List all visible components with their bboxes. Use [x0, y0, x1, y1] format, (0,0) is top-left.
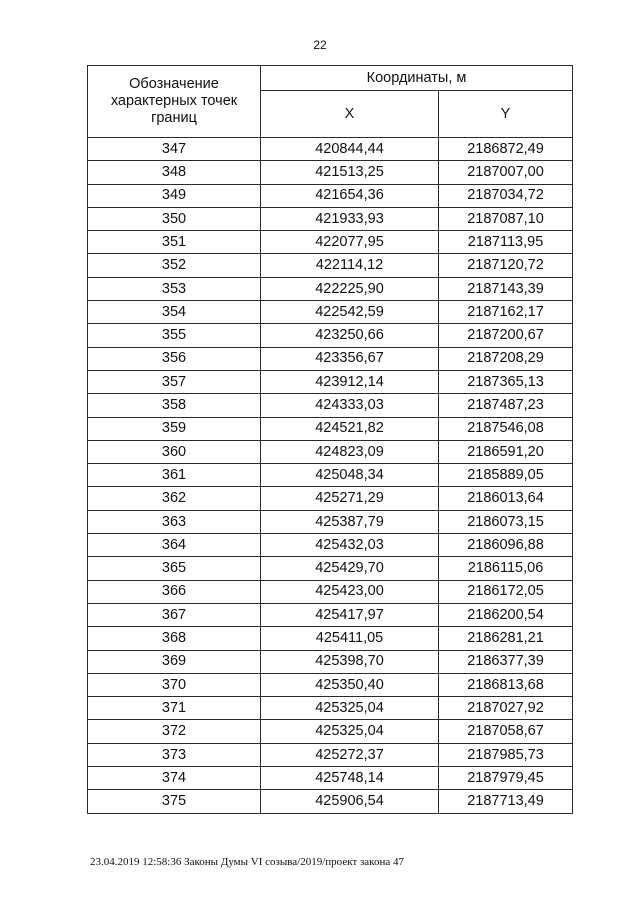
- x-coordinate-cell: 424521,82: [261, 417, 439, 440]
- y-coordinate-cell: 2186013,64: [439, 487, 573, 510]
- y-coordinate-cell: 2187058,67: [439, 720, 573, 743]
- table-row: [88, 277, 573, 300]
- table-row: [88, 347, 573, 370]
- point-column-header: Обозначение характерных точек границ: [88, 66, 261, 138]
- table-row: [88, 720, 573, 743]
- y-coordinate-cell: 2187143,39: [439, 277, 573, 300]
- x-coordinate-cell: 421654,36: [261, 184, 439, 207]
- x-coordinate-cell: 425325,04: [261, 720, 439, 743]
- x-coordinate-cell: 425387,79: [261, 510, 439, 533]
- x-coordinate-cell: 425350,40: [261, 673, 439, 696]
- y-coordinate-cell: 2187208,29: [439, 347, 573, 370]
- coordinates-table: [87, 65, 573, 814]
- table-row: [88, 440, 573, 463]
- table-row: [88, 790, 573, 813]
- point-cell: 372: [88, 720, 261, 743]
- point-cell: 360: [88, 440, 261, 463]
- y-coordinate-cell: 2187034,72: [439, 184, 573, 207]
- point-cell: 367: [88, 603, 261, 626]
- y-coordinate-cell: 2187979,45: [439, 767, 573, 790]
- y-coordinate-cell: 2186172,05: [439, 580, 573, 603]
- y-coordinate-cell: 2186096,88: [439, 534, 573, 557]
- x-coordinate-cell: 424823,09: [261, 440, 439, 463]
- x-coordinate-cell: 425748,14: [261, 767, 439, 790]
- table-row: [88, 650, 573, 673]
- point-cell: 359: [88, 417, 261, 440]
- table-row: [88, 231, 573, 254]
- table-row: [88, 370, 573, 393]
- y-coordinate-cell: 2187546,08: [439, 417, 573, 440]
- table-row: [88, 161, 573, 184]
- table-row: [88, 207, 573, 230]
- x-coordinate-cell: 422077,95: [261, 231, 439, 254]
- table-body: [88, 138, 573, 814]
- table-row: [88, 534, 573, 557]
- point-cell: 363: [88, 510, 261, 533]
- table-row: [88, 557, 573, 580]
- x-coordinate-cell: 421513,25: [261, 161, 439, 184]
- point-cell: 351: [88, 231, 261, 254]
- x-coordinate-cell: 425325,04: [261, 697, 439, 720]
- x-coordinate-cell: 420844,44: [261, 138, 439, 161]
- table-row: [88, 394, 573, 417]
- x-coordinate-cell: 425411,05: [261, 627, 439, 650]
- table-row: [88, 627, 573, 650]
- point-cell: 357: [88, 370, 261, 393]
- y-coordinate-cell: 2186813,68: [439, 673, 573, 696]
- y-coordinate-cell: 2187113,95: [439, 231, 573, 254]
- y-coordinate-cell: 2187162,17: [439, 301, 573, 324]
- point-cell: 361: [88, 464, 261, 487]
- x-coordinate-cell: 425398,70: [261, 650, 439, 673]
- y-coordinate-cell: 2187365,13: [439, 370, 573, 393]
- point-cell: 355: [88, 324, 261, 347]
- x-coordinate-cell: 425432,03: [261, 534, 439, 557]
- coordinates-column-header: Координаты, м: [261, 66, 573, 91]
- table-row: [88, 254, 573, 277]
- point-cell: 352: [88, 254, 261, 277]
- point-cell: 371: [88, 697, 261, 720]
- y-coordinate-cell: 2186281,21: [439, 627, 573, 650]
- x-coordinate-cell: 425423,00: [261, 580, 439, 603]
- table-row: [88, 138, 573, 161]
- point-cell: 370: [88, 673, 261, 696]
- point-cell: 375: [88, 790, 261, 813]
- point-cell: 356: [88, 347, 261, 370]
- x-coordinate-cell: 422542,59: [261, 301, 439, 324]
- y-coordinate-cell: 2187200,67: [439, 324, 573, 347]
- x-coordinate-cell: 425417,97: [261, 603, 439, 626]
- y-coordinate-cell: 2187027,92: [439, 697, 573, 720]
- x-coordinate-cell: 422225,90: [261, 277, 439, 300]
- table-row: [88, 603, 573, 626]
- point-cell: 354: [88, 301, 261, 324]
- point-cell: 365: [88, 557, 261, 580]
- x-coordinate-cell: 424333,03: [261, 394, 439, 417]
- point-cell: 364: [88, 534, 261, 557]
- point-cell: 369: [88, 650, 261, 673]
- table-row: [88, 580, 573, 603]
- y-coordinate-cell: 2187120,72: [439, 254, 573, 277]
- point-cell: 353: [88, 277, 261, 300]
- x-coordinate-cell: 423250,66: [261, 324, 439, 347]
- table-row: [88, 417, 573, 440]
- point-cell: 374: [88, 767, 261, 790]
- point-cell: 348: [88, 161, 261, 184]
- x-column-header: X: [261, 91, 439, 138]
- point-cell: 368: [88, 627, 261, 650]
- point-cell: 366: [88, 580, 261, 603]
- y-coordinate-cell: 2185889,05: [439, 464, 573, 487]
- x-coordinate-cell: 425272,37: [261, 743, 439, 766]
- x-coordinate-cell: 423912,14: [261, 370, 439, 393]
- table-row: [88, 301, 573, 324]
- y-coordinate-cell: 2187487,23: [439, 394, 573, 417]
- y-coordinate-cell: 2186200,54: [439, 603, 573, 626]
- table-header: [88, 66, 573, 138]
- x-coordinate-cell: 423356,67: [261, 347, 439, 370]
- table-row: [88, 324, 573, 347]
- point-cell: 350: [88, 207, 261, 230]
- point-cell: 373: [88, 743, 261, 766]
- point-cell: 358: [88, 394, 261, 417]
- table-row: [88, 510, 573, 533]
- y-coordinate-cell: 2187713,49: [439, 790, 573, 813]
- x-coordinate-cell: 425048,34: [261, 464, 439, 487]
- point-cell: 347: [88, 138, 261, 161]
- x-coordinate-cell: 425429,70: [261, 557, 439, 580]
- y-coordinate-cell: 2186115,06: [439, 557, 573, 580]
- point-cell: 349: [88, 184, 261, 207]
- x-coordinate-cell: 422114,12: [261, 254, 439, 277]
- table-row: [88, 487, 573, 510]
- table-row: [88, 673, 573, 696]
- x-coordinate-cell: 421933,93: [261, 207, 439, 230]
- y-coordinate-cell: 2186377,39: [439, 650, 573, 673]
- y-coordinate-cell: 2186591,20: [439, 440, 573, 463]
- y-coordinate-cell: 2186872,49: [439, 138, 573, 161]
- y-coordinate-cell: 2187087,10: [439, 207, 573, 230]
- table-row: [88, 743, 573, 766]
- table-row: [88, 697, 573, 720]
- y-column-header: Y: [439, 91, 573, 138]
- y-coordinate-cell: 2187007,00: [439, 161, 573, 184]
- y-coordinate-cell: 2187985,73: [439, 743, 573, 766]
- y-coordinate-cell: 2186073,15: [439, 510, 573, 533]
- point-cell: 362: [88, 487, 261, 510]
- x-coordinate-cell: 425906,54: [261, 790, 439, 813]
- page-number: 22: [313, 38, 327, 52]
- table-row: [88, 184, 573, 207]
- x-coordinate-cell: 425271,29: [261, 487, 439, 510]
- table-row: [88, 767, 573, 790]
- document-footer: 23.04.2019 12:58:36 Законы Думы VI созыва/2019/проект закона 47: [90, 856, 404, 868]
- table-row: [88, 464, 573, 487]
